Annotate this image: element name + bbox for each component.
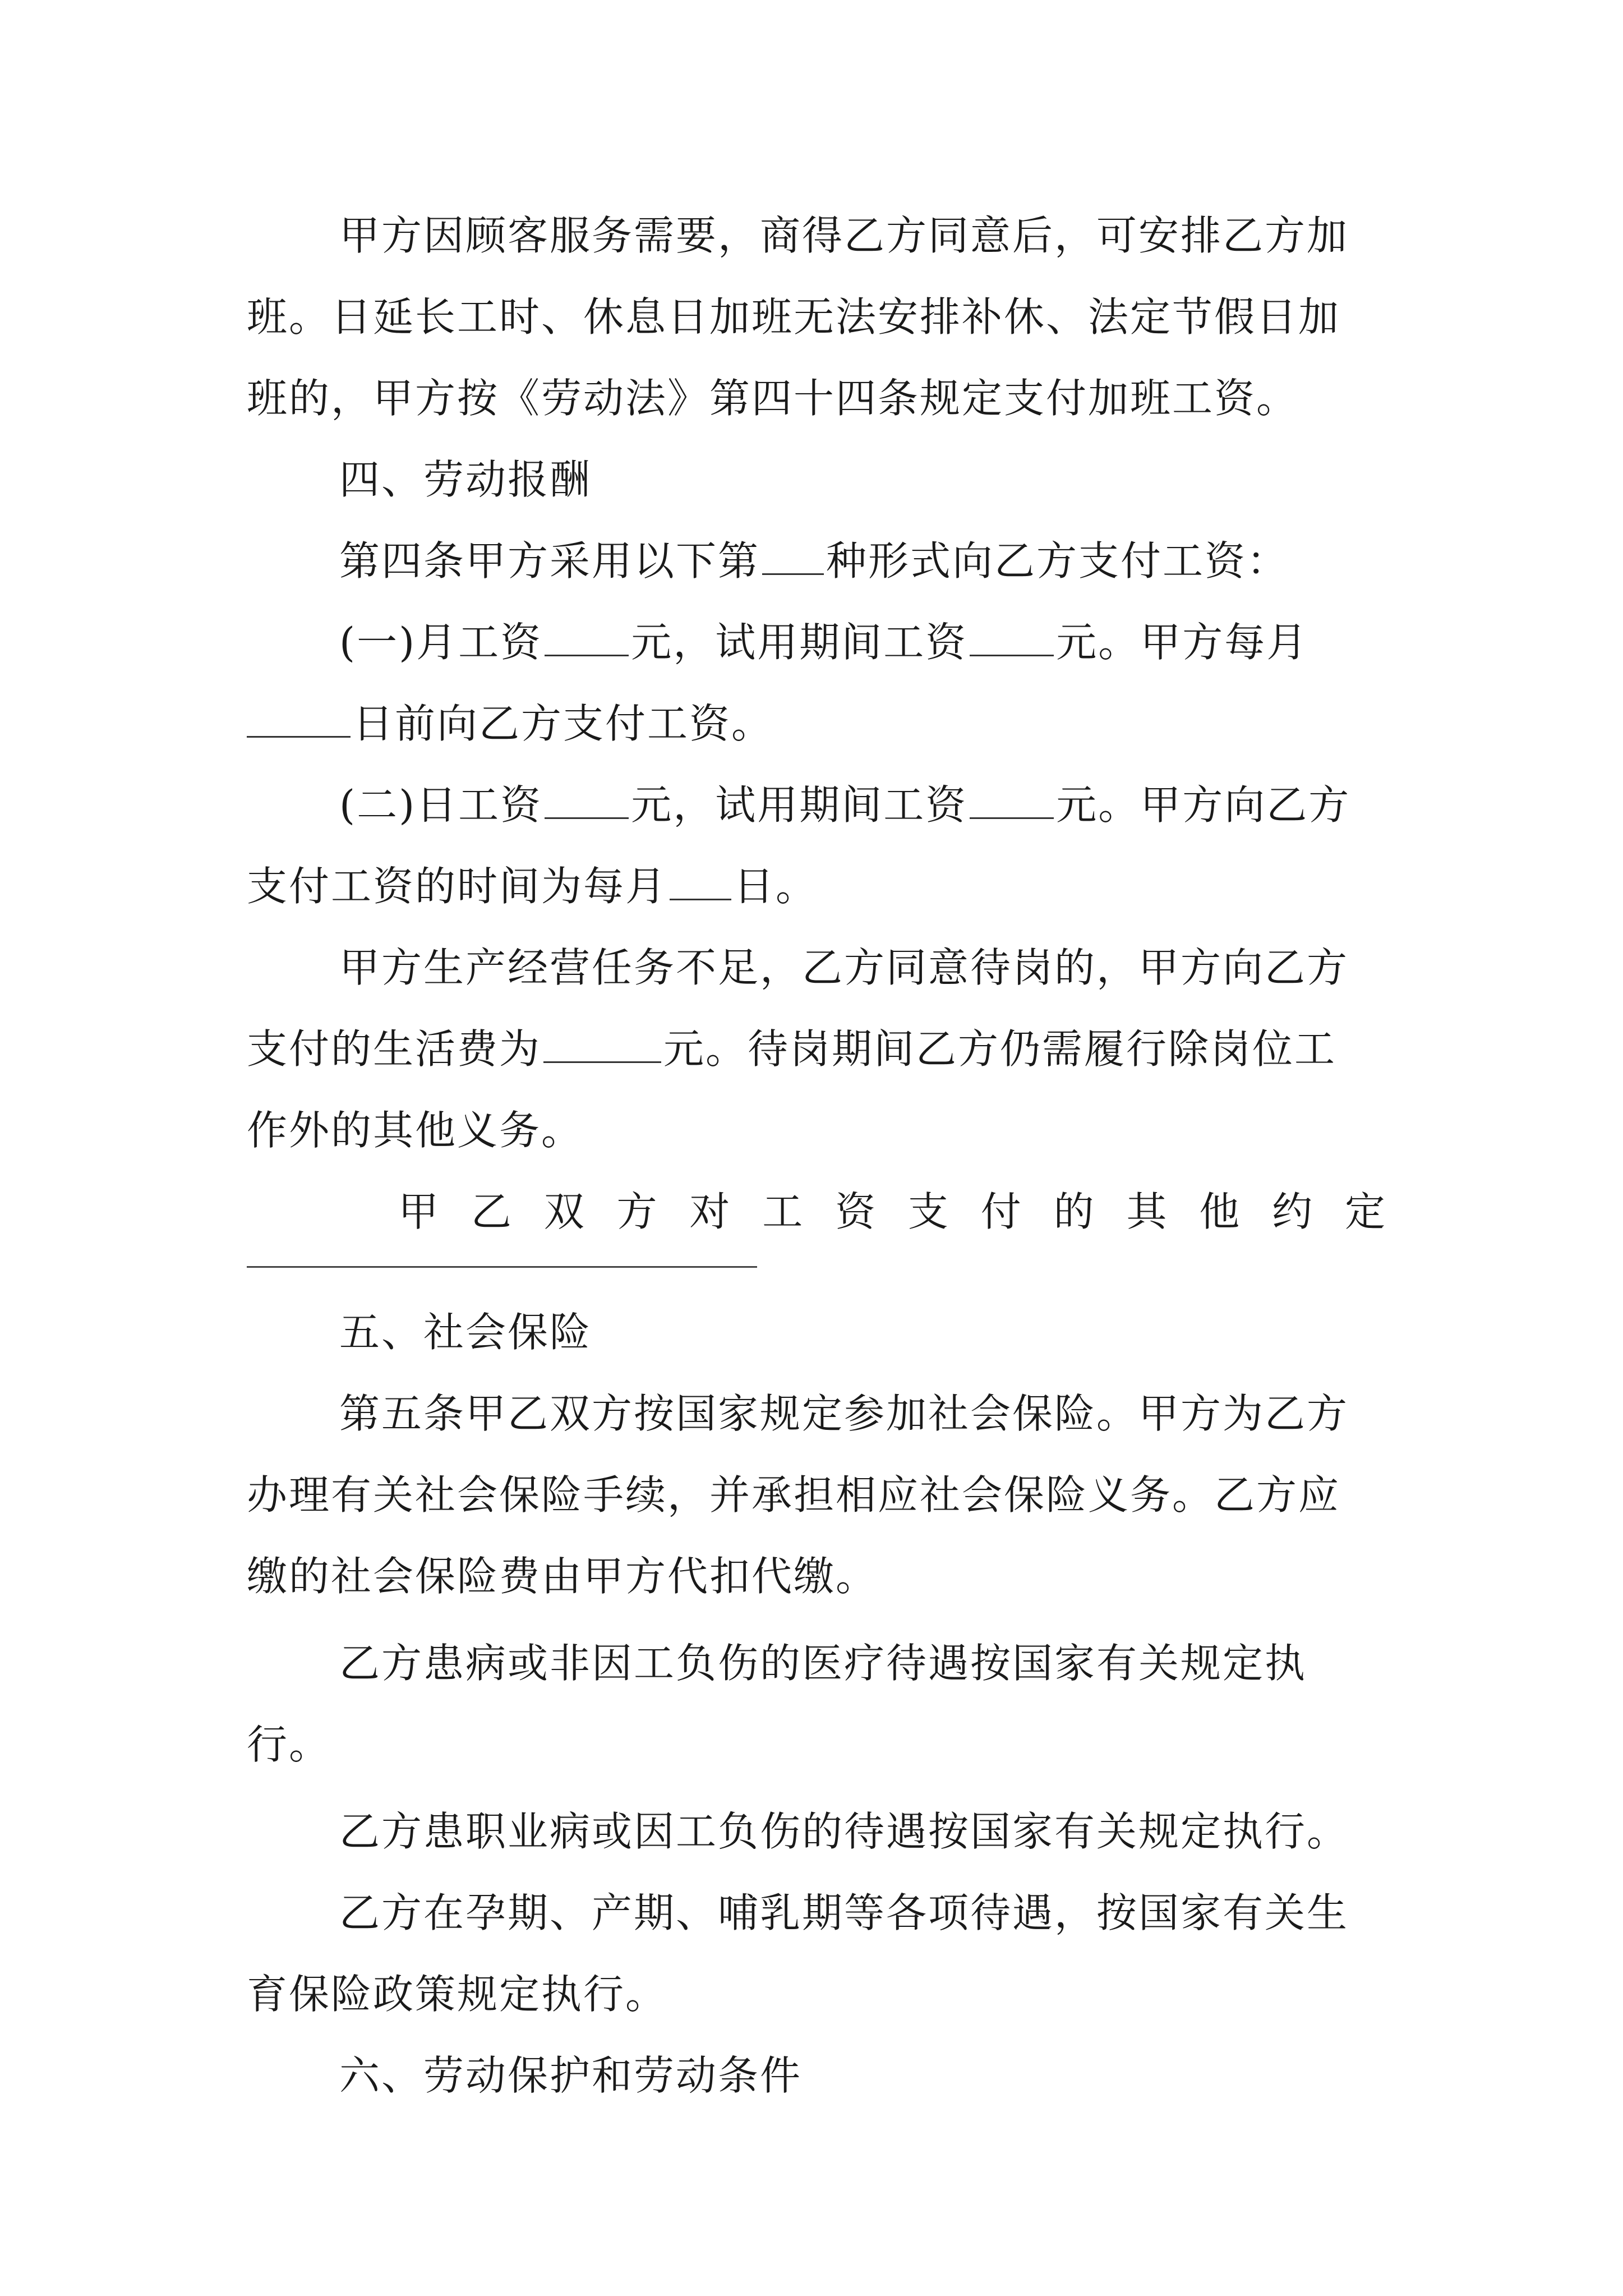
standby-paragraph-line-3: 作外的其他义务。: [247, 1107, 584, 1154]
other-agreement-char: 对: [689, 1188, 730, 1235]
option-one-line-1: [339, 614, 1308, 670]
maternity-paragraph-line-2: 育保险政策规定执行。: [247, 1971, 668, 2018]
article-five-line-1: 第五条甲乙双方按国家规定参加社会保险。甲方为乙方: [339, 1390, 1349, 1437]
overtime-paragraph-line-2: 班。日延长工时、休息日加班无法安排补休、法定节假日加: [247, 293, 1341, 341]
other-agreement-char: 付: [980, 1188, 1021, 1235]
option-one-line-2: [247, 696, 773, 752]
occupational-paragraph-line: 乙方患职业病或因工负伤的待遇按国家有关规定执行。: [339, 1808, 1349, 1855]
other-agreement-char: 定: [1344, 1188, 1385, 1235]
other-agreement-char: 甲: [398, 1188, 439, 1235]
option-two-text-b: 元，试用期间工资: [631, 781, 968, 829]
other-agreement-char: 约: [1272, 1188, 1313, 1235]
overtime-paragraph-line-3: 班的，甲方按《劳动法》第四十四条规定支付加班工资。: [247, 375, 1299, 422]
standby-text-a: 支付的生活费为: [247, 1025, 542, 1073]
wage-form-blank: [762, 534, 824, 575]
monthly-wage-blank: [545, 615, 629, 656]
other-agreement-char: 支: [907, 1188, 948, 1235]
daily-wage-blank: [545, 778, 629, 819]
article-five-line-3: 缴的社会保险费由甲方代扣代缴。: [247, 1553, 878, 1600]
other-agreement-char: 资: [835, 1188, 876, 1235]
maternity-paragraph-line-1: 乙方在孕期、产期、哺乳期等各项待遇，按国家有关生: [339, 1889, 1349, 1936]
standby-paragraph-line-1: 甲方生产经营任务不足，乙方同意待岗的，甲方向乙方: [339, 944, 1349, 991]
other-agreement-line: [398, 1184, 1385, 1240]
article-four-line: [339, 533, 1289, 589]
other-agreement-char: 双: [543, 1188, 584, 1235]
option-two-text-a: (二)日工资: [339, 781, 543, 829]
article-four-text-b: 种形式向乙方支付工资：: [826, 537, 1289, 585]
other-agreement-char: 乙: [471, 1188, 511, 1235]
option-two-text-c: 元。甲方向乙方: [1056, 781, 1351, 829]
option-two-text-d: 支付工资的时间为每月: [247, 863, 668, 910]
probation-daily-wage-blank: [970, 778, 1054, 819]
other-agreement-char: 他: [1199, 1188, 1240, 1235]
option-one-text-d: 日前向乙方支付工资。: [353, 700, 774, 747]
standby-paragraph-line-2: [247, 1021, 1336, 1077]
standby-text-b: 元。待岗期间乙方仍需履行除岗位工: [663, 1025, 1337, 1073]
option-two-line-2: [247, 858, 818, 914]
probation-wage-blank: [970, 615, 1054, 656]
medical-paragraph-line-1: 乙方患病或非因工负伤的医疗待遇按国家有关规定执: [339, 1640, 1307, 1687]
other-agreement-blank-line: [247, 1266, 757, 1268]
other-agreement-char: 其: [1126, 1188, 1167, 1235]
option-one-text-b: 元，试用期间工资: [631, 619, 968, 666]
article-five-line-2: 办理有关社会保险手续，并承担相应社会保险义务。乙方应: [247, 1471, 1341, 1519]
overtime-paragraph-line-1: 甲方因顾客服务需要，商得乙方同意后，可安排乙方加: [339, 212, 1349, 259]
section-heading-remuneration: 四、劳动报酬: [339, 456, 592, 503]
medical-paragraph-line-2: 行。: [247, 1721, 331, 1768]
option-one-text-a: (一)月工资: [339, 619, 543, 666]
option-two-line-1: [339, 777, 1350, 833]
option-two-text-e: 日。: [734, 863, 818, 910]
article-four-text-a: 第四条甲方采用以下第: [339, 537, 760, 585]
other-agreement-char: 工: [762, 1188, 803, 1235]
section-heading-social-insurance: 五、社会保险: [339, 1309, 592, 1356]
other-agreement-char: 方: [616, 1188, 657, 1235]
other-agreement-char: 的: [1053, 1188, 1094, 1235]
monthly-pay-date-blank: [670, 859, 731, 900]
pay-day-blank: [247, 697, 351, 738]
section-heading-labor-protection: 六、劳动保护和劳动条件: [339, 2052, 803, 2099]
option-one-text-c: 元。甲方每月: [1056, 619, 1309, 666]
living-allowance-blank: [543, 1022, 661, 1063]
